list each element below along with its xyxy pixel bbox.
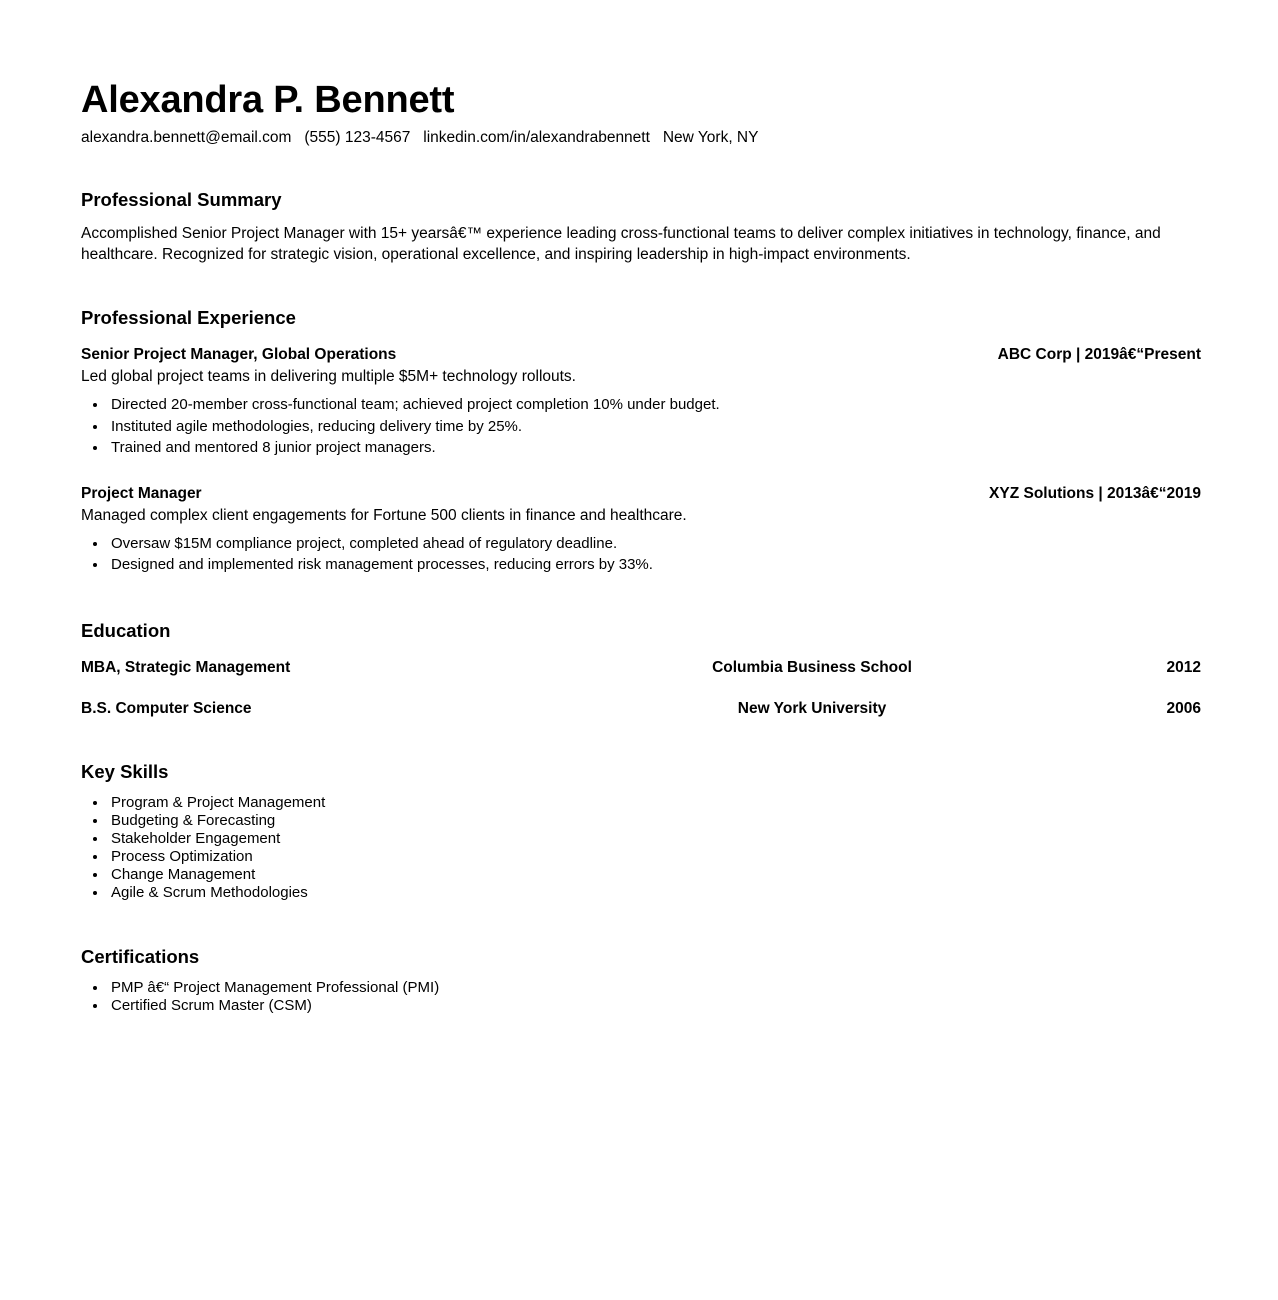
list-item: • Designed and implemented risk management processes, reducing errors by 33%. (108, 556, 1201, 575)
job-company-dates: ABC Corp | 2019â€“Present (997, 346, 1201, 363)
experience-entry (81, 345, 1201, 458)
job-title: Project Manager (81, 484, 202, 502)
contact-line: alexandra.bennett@email.com (555) 123-4567 linkedin.com/in/alexandrabennett New York, NY (81, 129, 759, 146)
list-item: • Certified Scrum Master (CSM) (108, 997, 1201, 1015)
certifications-list (81, 979, 1201, 1015)
education-school: New York University (737, 699, 887, 717)
section-heading-summary: Professional Summary (81, 189, 282, 210)
education-school: Columbia Business School (712, 658, 912, 676)
list-item: • Program & Project Management (108, 794, 1201, 812)
education-year: 2012 (1166, 658, 1201, 676)
job-title: Senior Project Manager, Global Operations (81, 346, 397, 363)
section-heading-certifications: Certifications (81, 945, 200, 967)
page-title: Alexandra P. Bennett (81, 79, 455, 121)
job-bullet-list (81, 535, 1201, 575)
list-item: • Directed 20-member cross-functional team; achieved project completion 10% under budget. (108, 396, 1201, 415)
list-item: • Instituted agile methodologies, reducing delivery time by 25%. (108, 418, 1201, 437)
education-row (81, 699, 1201, 719)
list-item: • Trained and mentored 8 junior project managers. (108, 439, 1201, 458)
experience-entry (81, 484, 1201, 575)
job-company-dates: XYZ Solutions | 2013â€“2019 (989, 484, 1201, 502)
education-row (81, 658, 1201, 678)
list-item: • PMP â€“ Project Management Professional (PMI) (108, 979, 1201, 997)
list-item: • Agile & Scrum Methodologies (108, 884, 1201, 902)
job-description: Managed complex client engagements for Fortune 500 clients in finance and healthcare. (81, 506, 687, 524)
experience-header-row (81, 484, 1201, 504)
education-degree: MBA, Strategic Management (81, 658, 291, 676)
resume-content (81, 78, 1201, 1015)
section-heading-experience: Professional Experience (81, 307, 296, 328)
section-heading-education: Education (81, 619, 171, 641)
list-item: • Process Optimization (108, 848, 1201, 866)
list-item: • Stakeholder Engagement (108, 830, 1201, 848)
section-heading-skills: Key Skills (81, 760, 169, 782)
list-item: • Budgeting & Forecasting (108, 812, 1201, 830)
education-year: 2006 (1166, 699, 1201, 717)
list-item: • Change Management (108, 866, 1201, 884)
list-item: • Oversaw $15M compliance project, completed ahead of regulatory deadline. (108, 535, 1201, 554)
job-description: Led global project teams in delivering multiple $5M+ technology rollouts. (81, 368, 576, 385)
job-bullet-list (81, 396, 1201, 458)
education-degree: B.S. Computer Science (81, 699, 252, 717)
summary-text: Accomplished Senior Project Manager with 15+ yearsâ€™ experience leading cross-functional teams to deliver complex initiatives in technology, finance, and healthcare. Recognized for strategic vision, operational excellence, and inspiring leadership in high-impact environments. (81, 225, 1161, 263)
skills-list (81, 794, 1201, 902)
experience-header-row (81, 345, 1201, 365)
